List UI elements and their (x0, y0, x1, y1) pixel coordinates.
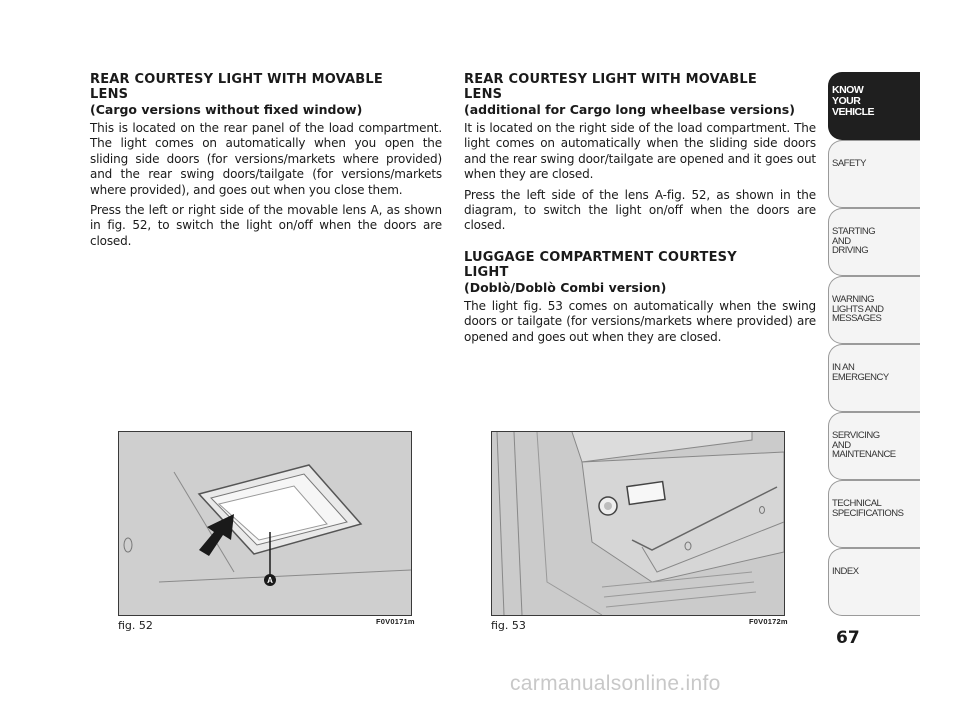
heading-line: LENS (464, 87, 503, 102)
tab-safety[interactable] (828, 140, 920, 208)
tab-label: WARNING LIGHTS AND MESSAGES (832, 294, 884, 324)
heading-line: REAR COURTESY LIGHT WITH MOVABLE (90, 72, 383, 87)
heading-line: LENS (90, 87, 129, 102)
tab-technical-specifications[interactable] (828, 480, 920, 548)
tab-servicing[interactable] (828, 412, 920, 480)
paragraph: Press the left side of the lens A-fig. 52, as shown in the diagram, to switch the light on/off when the doors are closed. (464, 187, 816, 233)
section-heading (464, 250, 816, 280)
tab-warning-lights[interactable] (828, 276, 920, 344)
tab-know-your-vehicle[interactable] (828, 72, 920, 140)
tab-label: INDEX (832, 566, 859, 577)
paragraph: The light fig. 53 comes on automatically when the swing doors or tailgate (for versions/markets where provided) are opened and goes out when they are closed. (464, 298, 816, 344)
figure-caption: fig. 52 (118, 619, 153, 632)
tab-label: SAFETY (832, 158, 866, 169)
heading-line: LUGGAGE COMPARTMENT COURTESY (464, 249, 737, 265)
watermark: carmanualsonline.info (510, 672, 721, 695)
figure-caption: fig. 53 (491, 619, 526, 632)
chapter-tabs (828, 72, 920, 616)
paragraph: This is located on the rear panel of the load compartment. The light comes on automatically when you open the sliding side doors (for versions/markets where provided) and the rear swing doors/tailgate (for versions/markets where provided), and goes out when you close them. (90, 121, 442, 197)
spacer (464, 239, 816, 250)
heading-line: LIGHT (464, 264, 509, 280)
tab-starting-and-driving[interactable] (828, 208, 920, 276)
luggage-compartment-illustration (492, 432, 784, 615)
heading-line: REAR COURTESY LIGHT WITH MOVABLE (464, 72, 757, 87)
page-number: 67 (836, 628, 860, 648)
left-column (90, 72, 442, 254)
tab-index[interactable] (828, 548, 920, 616)
paragraph: Press the left or right side of the movable lens A, as shown in fig. 52, to switch the light on/off when the doors are closed. (90, 203, 442, 248)
section-subheading: (additional for Cargo long wheelbase versions) (464, 102, 795, 117)
section-heading (464, 72, 816, 102)
figure-code: F0V0172m (749, 617, 788, 626)
tab-in-an-emergency[interactable] (828, 344, 920, 412)
tab-label: IN AN EMERGENCY (832, 362, 889, 383)
paragraph: It is located on the right side of the load compartment. The light comes on automatically when the sliding side doors and the rear swing door/tailgate are opened and it goes out when they are closed. (464, 121, 816, 182)
right-column (464, 72, 816, 350)
section-subheading: (Doblò/Doblò Combi version) (464, 279, 667, 295)
tab-label: KNOW YOUR VEHICLE (832, 84, 875, 118)
callout-label: A (267, 576, 273, 585)
figure-code: F0V0171m (376, 617, 415, 626)
courtesy-light-illustration (119, 432, 411, 615)
section-subheading: (Cargo versions without fixed window) (90, 102, 363, 117)
section-heading (90, 72, 442, 102)
tab-label: SERVICING AND MAINTENANCE (832, 430, 896, 460)
tab-label: TECHNICAL SPECIFICATIONS (832, 498, 904, 519)
figure-52-image (118, 431, 412, 616)
figure-53-image (491, 431, 785, 616)
tab-label: STARTING AND DRIVING (832, 226, 876, 256)
